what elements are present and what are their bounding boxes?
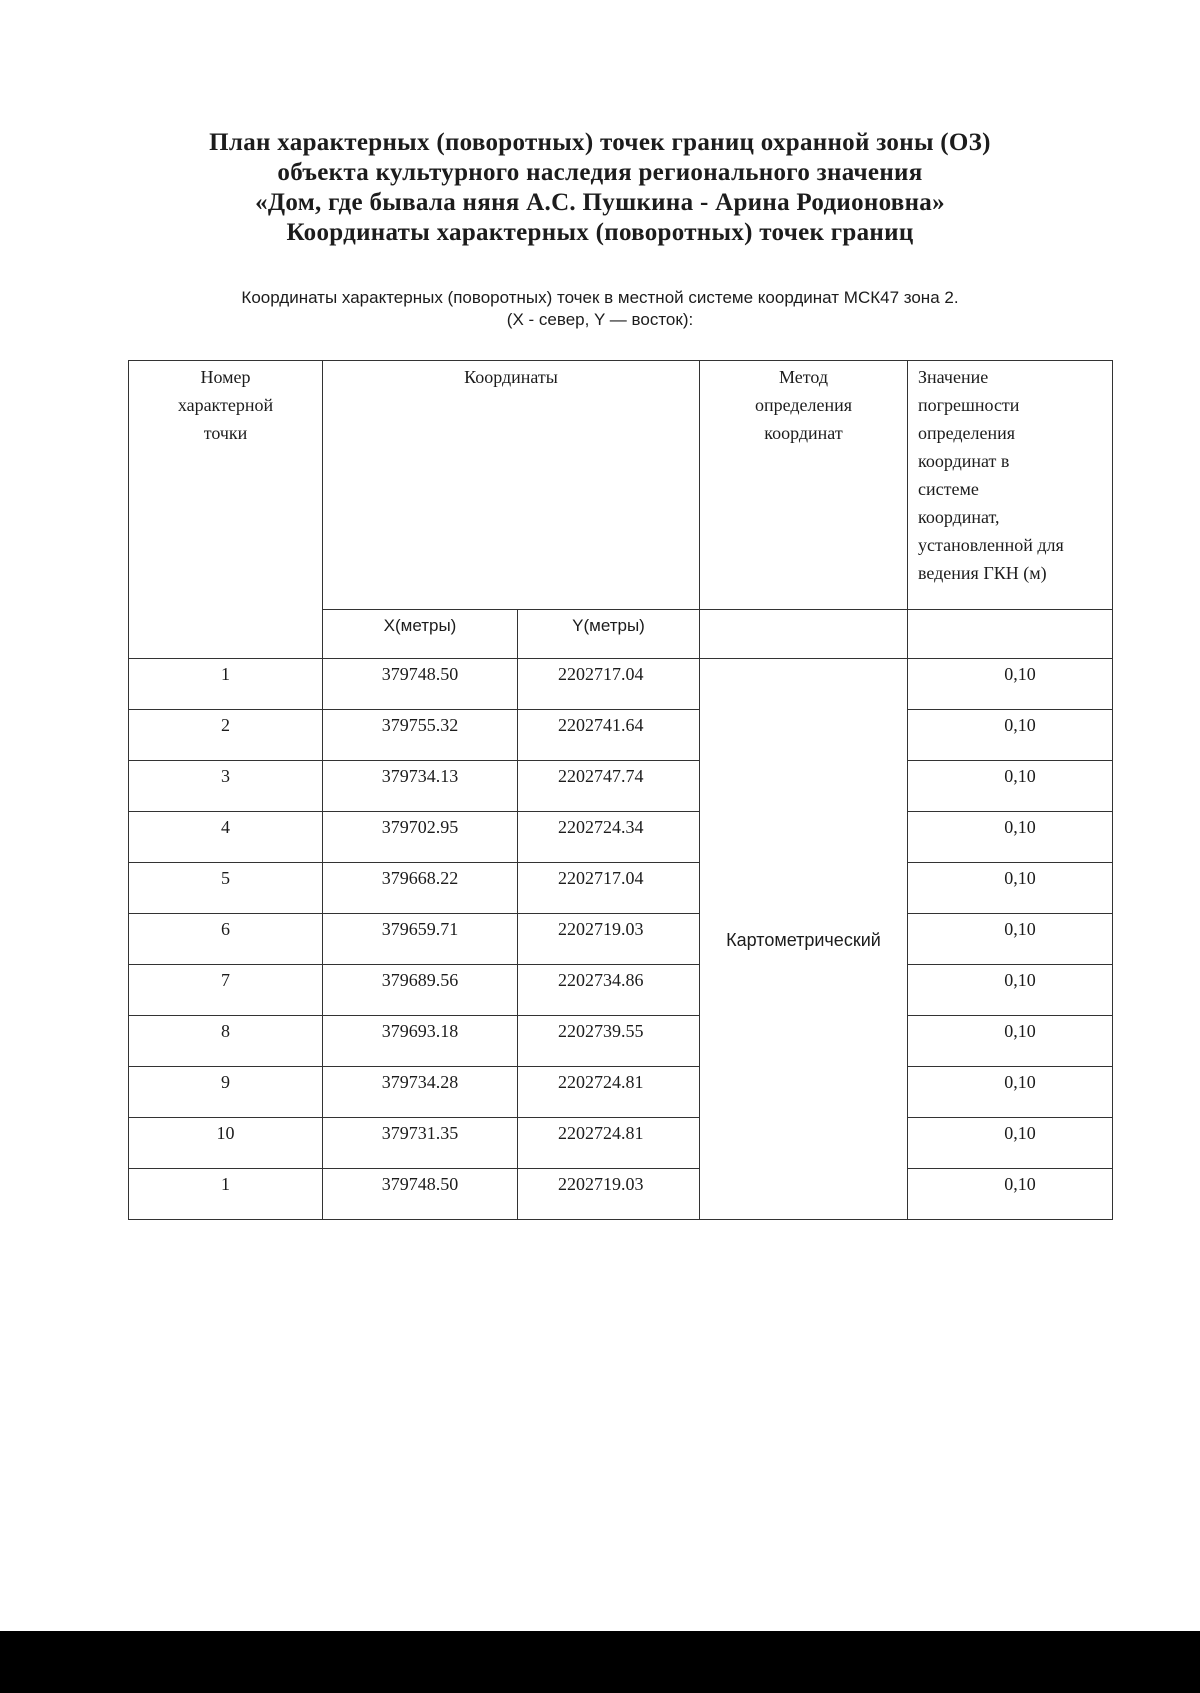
- cell-error: 0,10: [908, 812, 1113, 863]
- cell-error: 0,10: [908, 710, 1113, 761]
- header-y: Y(метры): [518, 610, 700, 659]
- header-point-number-line: Номер: [200, 367, 251, 387]
- cell-y: 2202724.34: [518, 812, 700, 863]
- cell-point-number: 4: [129, 812, 323, 863]
- cell-error: 0,10: [908, 914, 1113, 965]
- cell-error: 0,10: [908, 1067, 1113, 1118]
- header-coordinates: [323, 361, 700, 610]
- cell-point-number: 5: [129, 863, 323, 914]
- header-point-number: [129, 361, 323, 659]
- cell-x: 379693.18: [323, 1016, 518, 1067]
- header-error-empty: [908, 610, 1113, 659]
- header-method-empty: [700, 610, 908, 659]
- cell-y: 2202717.04: [518, 863, 700, 914]
- cell-error: 0,10: [908, 1118, 1113, 1169]
- cell-point-number: 10: [129, 1118, 323, 1169]
- cell-x: 379734.28: [323, 1067, 518, 1118]
- table-row: [129, 965, 1113, 1016]
- table-row: [129, 1016, 1113, 1067]
- header-point-number-line: точки: [203, 423, 248, 443]
- table-row: [129, 710, 1113, 761]
- table-row: [129, 761, 1113, 812]
- cell-x: 379659.71: [323, 914, 518, 965]
- cell-method: Картометрический: [700, 659, 908, 1220]
- cell-error: 0,10: [908, 659, 1113, 710]
- cell-point-number: 1: [129, 1169, 323, 1220]
- subtitle-line-1: Координаты характерных (поворотных) точек в местной системе координат МСК47 зона 2.: [241, 288, 959, 307]
- document-subtitle: [100, 287, 1100, 331]
- cell-x: 379748.50: [323, 1169, 518, 1220]
- cell-point-number: 1: [129, 659, 323, 710]
- cell-y: 2202747.74: [518, 761, 700, 812]
- table-row: [129, 812, 1113, 863]
- cell-y: 2202734.86: [518, 965, 700, 1016]
- cell-error: 0,10: [908, 1016, 1113, 1067]
- cell-point-number: 7: [129, 965, 323, 1016]
- cell-x: 379668.22: [323, 863, 518, 914]
- table-row: [129, 863, 1113, 914]
- cell-y: 2202719.03: [518, 1169, 700, 1220]
- cell-y: 2202724.81: [518, 1118, 700, 1169]
- document-title: [100, 128, 1100, 248]
- title-line-3: «Дом, где бывала няня А.С. Пушкина - Арина Родионовна»: [255, 189, 945, 216]
- cell-x: 379755.32: [323, 710, 518, 761]
- cell-x: 379731.35: [323, 1118, 518, 1169]
- header-error-line: определения: [918, 423, 1016, 443]
- cell-error: 0,10: [908, 1169, 1113, 1220]
- header-coordinates-label: Координаты: [464, 367, 558, 387]
- header-error-line: координат в: [918, 451, 1010, 471]
- header-method-line: координат: [764, 423, 843, 443]
- cell-error: 0,10: [908, 965, 1113, 1016]
- cell-error: 0,10: [908, 761, 1113, 812]
- header-error-line: установленной для: [918, 535, 1064, 555]
- header-x: X(метры): [323, 610, 518, 659]
- title-line-2: объекта культурного наследия регионального значения: [277, 159, 923, 186]
- title-line-1: План характерных (поворотных) точек границ охранной зоны (ОЗ): [209, 129, 991, 156]
- header-error-line: системе: [918, 479, 979, 499]
- header-point-number-line: характерной: [177, 395, 274, 415]
- header-method-line: определения: [754, 395, 853, 415]
- cell-y: 2202739.55: [518, 1016, 700, 1067]
- cell-point-number: 9: [129, 1067, 323, 1118]
- header-error-line: Значение: [918, 367, 989, 387]
- scan-border-bottom: [0, 1631, 1200, 1693]
- cell-point-number: 2: [129, 710, 323, 761]
- cell-point-number: 3: [129, 761, 323, 812]
- header-error-line: погрешности: [918, 395, 1020, 415]
- cell-x: 379734.13: [323, 761, 518, 812]
- table-row: [129, 1169, 1113, 1220]
- cell-point-number: 8: [129, 1016, 323, 1067]
- table-row: [129, 1118, 1113, 1169]
- cell-x: 379702.95: [323, 812, 518, 863]
- header-method: [700, 361, 908, 610]
- table-row: [129, 659, 1113, 710]
- cell-y: 2202741.64: [518, 710, 700, 761]
- header-error: [908, 361, 1113, 610]
- cell-point-number: 6: [129, 914, 323, 965]
- header-error-line: ведения ГКН (м): [918, 563, 1047, 583]
- table-row: [129, 914, 1113, 965]
- cell-x: 379748.50: [323, 659, 518, 710]
- header-method-line: Метод: [778, 367, 829, 387]
- cell-y: 2202719.03: [518, 914, 700, 965]
- table-header-row: [129, 361, 1113, 610]
- coordinates-table: [128, 360, 1113, 1220]
- cell-error: 0,10: [908, 863, 1113, 914]
- cell-y: 2202724.81: [518, 1067, 700, 1118]
- cell-x: 379689.56: [323, 965, 518, 1016]
- table-row: [129, 1067, 1113, 1118]
- subtitle-line-2: (X - север, Y — восток):: [506, 310, 694, 329]
- header-error-line: координат,: [918, 507, 1000, 527]
- title-line-4: Координаты характерных (поворотных) точек границ: [286, 219, 914, 246]
- cell-y: 2202717.04: [518, 659, 700, 710]
